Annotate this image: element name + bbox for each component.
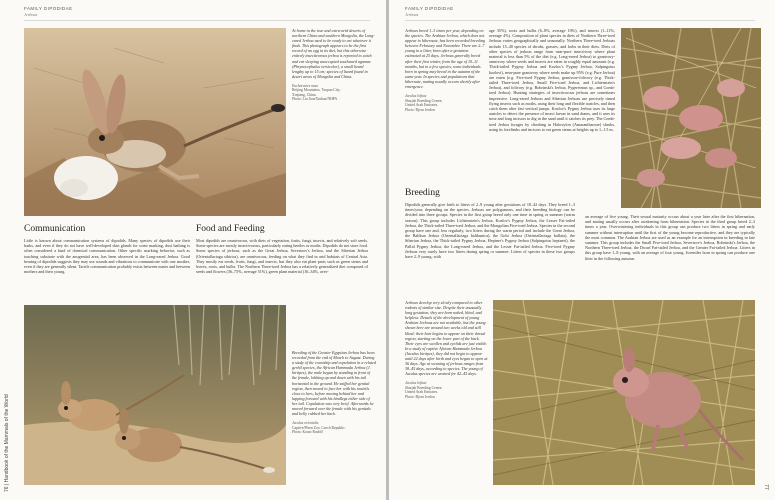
food-feeding-text: Most dipodids are omnivorous, with diets of vegetation, fruits, fungi, insects, and relatively soft seeds. Some species are mostly insectivorous, particularly eating beetles or moths. Dipodids do not store food. Some species of jerboas, such as the Great Jerboa, Severtzov's Jerboa, and the Siberian Jerboa (Orientallactaga sibirica), are omnivorous, feeding on what they find in arid habitats of Central Asia. They mostly eat seeds, fruits, fungi, and insects, but they also eat plant parts such as green stems and leaves, roots, and bulbs. The Northern Three-toed Jerboa has a relatively generalized diet composed of seeds and flowers (36–75%, average 51%), green plant material (16–34%, aver- [196, 238, 368, 275]
caption-species: Jaculus loftusi [405, 381, 427, 386]
header-rule [24, 20, 370, 21]
diet-continued-text: age 35%), roots and bulbs (6–8%, average 10%), and insects (1–11%, average 4%). Composition of plant species in diets of Northern Three-toed Jerboas varies geographically and seasonally. Northern Three-toed Jerboas include 15–40 species of shrubs, grasses, and forbs in their diets. Diets of other species of jerboas range from near-pure insectivory where plant material is less than 5% of the diet (e.g. Long-eared Jerboa) to granivory-omnivory where seeds and insects are eaten in roughly equal amounts (e.g. Thick-tailed Pygmy Jerboa and Kozlov's Pygmy Jerboa, Salpingotus kozlovi), near-pure granivory where seeds make up 95% (e.g. Pure Jerboa) are eaten (e.g. Five-toed Pygmy Jerboa, granivore-folivory (e.g. Thick-tailed Three-toed Jerboa, Small Five-toed Jerboa, and Lichtenstein's Jerboa), and folivory (e.g. Bobrinski's Jerboa, Pygeretmus sp., and Comb-toed Jerboa). Hunting strategies of insectivorous jerboas are sometimes impressive. Long-eared Jerboas and Siberian Jerboas use precisely timed flying insects such as moths, using their long and flexible auricles, and then catch them after fast vertical jumps. Kozlov's Pygmy Jerboa uses its large auricles to detect the presence of insect larvae in sand dunes, and it uses its nose and long incisors to dig in the sand until it catches its prey. The Comb-toed Jerboa forages by climbing in Haloxylon (Amaranthaceae) shrubs, using its forelimbs and incisors to eat green stems at heights up to 1–1.5 m. [489, 28, 615, 132]
egyptian-jerboa-photo [24, 305, 286, 485]
caption-text: Breeding of the Greater Egyptian Jerboa has been recorded from the end of March to August. During a study of the courtship and copulation in a related gerbil species, the African Hammada Jerboa (J. hirtipes), the male began by standing in front of the female, lobbing up and down with his tail horizontal to the ground. He sniffed her genital region, then moved to face her with his nostrils close to hers, before moving behind her and lapping forward with his hindlegs either side of her tail. Copulation was very brief. Afterwards he moved forward over the female with his genitals and belly rubbed her back. [292, 350, 376, 417]
caption-credit-line: Photo: Liu Jian/Xinhua/NHPA [292, 97, 338, 102]
running-head-left [24, 6, 73, 17]
caption-text: Jerboas breed 1–3 times per year, depending on the species. The Arabian Jerboa, which does not appear to hibernate, has been recorded breeding between February and November. There are 2–7 young in a litter, born after a gestation estimated at 25 days. Jerboas generally breed after their first winter, from the age of 10–11 months, but in a few species, some individuals born in spring may breed in the autumn of the same year. In species and populations that hibernate, mating usually occurs shortly after emergence. [405, 28, 485, 90]
caption-credit-line: Beijing Mountains, Tuopan City, [292, 88, 341, 93]
caption-text: At home in the true and extra-arid deserts of northern China and southern Mongolia, the Long-eared Jerboa used to be ready to eat whatever it finds. This photograph appears to be the first record of an egg in its diet, but this otherwise entirely insectivorous jerboa is reported to catch and eat sleeping unoccupied southward agamas (Phrynocephalus versicolor), a small lizard lengthy up to 15 cm; species of lizard found in desert areas of Mongolia and China. [292, 28, 375, 79]
caption-credit-line: Sharjah Breeding Centre, [405, 98, 443, 103]
running-head-right [405, 6, 454, 17]
caption-credit-line: Photo: Kouzi Rudolf [292, 430, 323, 435]
grass-jerboa-illustration [493, 300, 755, 485]
caption-credit-line: Photo: Bjorn Jerdon [405, 107, 435, 112]
bottom-right-caption [405, 300, 489, 399]
caption-credit-line: United Arab Emirates. [405, 103, 439, 108]
breeding-heading: Breeding [405, 188, 440, 198]
caption-credit [405, 94, 485, 112]
top-right-caption [405, 28, 485, 112]
running-head-genus: Jerboas [24, 12, 38, 17]
grass-jerboa-photo [493, 300, 755, 485]
nest-young-photo [621, 28, 761, 208]
caption-credit [292, 84, 376, 102]
right-page [389, 0, 775, 500]
breeding-text-col2: an average of five young. Their sexual maturity occurs about a year later after the first hibernation, and mating usually occurs after awakening from hibernation. Species in the third group breed 2–3 times a year. Overwintering individuals in this group can produce two litters in spring and early summer without interruption until the first of the young become reproductive, and they are typically the most common. The Arabian Jerboa are used as an example for an interruption in breeding in late summer. This group includes the Small Five-toed Jerboa, Severtzov's Jerboa, Bobrinski's Jerboa, the Northern Three-toed Jerboa, the Dwarf Fat-tailed Jerboa, and the Greater Fat-tailed Jerboa. Litters in this group have 1–8 young, with an average of four young. Juveniles born in spring can produce one litter in the following autumn. [585, 214, 755, 261]
jerboa-egg-illustration [24, 28, 286, 216]
caption-credit-line: Captive/Plzen Zoo, Czech Republic. [292, 425, 346, 430]
caption-credit [292, 421, 376, 435]
left-page [0, 0, 386, 500]
caption-credit [405, 381, 489, 399]
caption-species: Jaculus loftusi [405, 94, 427, 99]
caption-credit-line: Sharjah Breeding Centre, [405, 385, 443, 390]
caption-species: Euchoreutes naso [292, 83, 319, 88]
food-feeding-heading: Food and Feeding [196, 224, 265, 234]
running-head-family: FAMILY DIPODIDAE [405, 6, 454, 11]
breeding-text-col1: Dipodids generally give birth to litters of 2–9 young after gestations of 18–42 days. They breed 1–3 times/year, depending on the species. Jerboas are polygamous, and their breeding biology can be divided into three groups. Species in the first group breed only one time in spring or summer (warm season). This group includes Lichtenstein's Jerboa, Kozlov's Pygmy Jerboa, the Lesser Fat-tailed Jerboa, the Thick-tailed Three-toed Jerboa, and the Mongolian Five-toed Jerboa. Species in the second group have one and, less regularly, two litters during the warm period and include the Great Jerboa, the Balikun Jerboa (Orientallactaga balikunica), the Gobi Jerboa (Orientallactaga bullata), the Siberian Jerboa, the Thick-tailed Pygmy Jerboa, Heptner's Pygmy Jerboa (Salpingotus heptneri), the Pallid Pygmy Jerboa, the Long-eared Jerboa, and the Lesser Fat-tailed Jerboa. Five-toed Pygmy Jerboas very rarely have two litters during spring or summer. Litters of species in these two groups have 2–9 young, with [405, 202, 575, 260]
nest-young-illustration [621, 28, 761, 208]
caption-credit-line: Photo: Bjorn Jerdon [405, 394, 435, 399]
header-rule [405, 20, 755, 21]
top-left-caption [292, 28, 376, 102]
egyptian-jerboa-illustration [24, 305, 286, 485]
caption-text: Jerboas develop very slowly compared to other rodents of similar size. Despite their unusually long gestation, they are born naked, blind, and helpless. Details of the development of young Arabian Jerboas are not available, but the young shown here are around two weeks old and still blind; their hair begins to appear on their dorsal region, starting on the lower part of the back. Their eyes are swollen and eyelids are just visible. In a study of captive African Hammada Jerboa (Jaculus hirtipes), they did not begin to appear until 22 days after birth and eyes began to open at 36 days. Age at weaning of jerboas ranges from 38–45 days, according to species. The young of Jaculus species are weaned for 42–45 days. [405, 300, 488, 377]
caption-credit-line: Xinjiang, China. [292, 92, 317, 97]
communication-heading: Communication [24, 224, 86, 234]
caption-species: Jaculus orientalis [292, 421, 319, 426]
running-head-family: FAMILY DIPODIDAE [24, 6, 73, 11]
long-eared-jerboa-photo [24, 28, 286, 216]
page-folio-right: 77 [763, 484, 770, 490]
caption-credit-line: United Arab Emirates. [405, 390, 439, 395]
running-head-genus: Jerboas [405, 12, 419, 17]
page-folio-left: 76 | Handbook of the Mammals of the World [4, 394, 10, 492]
communication-text: Little is known about communication systems of dipodids. Many species of dipodids use their barks, and even if they do not have well-developed skin glands for scent marking, dust bathing is often considered a kind of chemical communication. Other specific marking behavior, such as touching substrate with the anogenital area, has been observed in the Long-eared Jerboa. Good hearing of dipodids suggests they may use sounds and vibrations to communicate with one another, even if they are generally silent. Tactile communication probably exists between mates and between mothers and their young. [24, 238, 190, 275]
bottom-left-caption [292, 350, 376, 435]
